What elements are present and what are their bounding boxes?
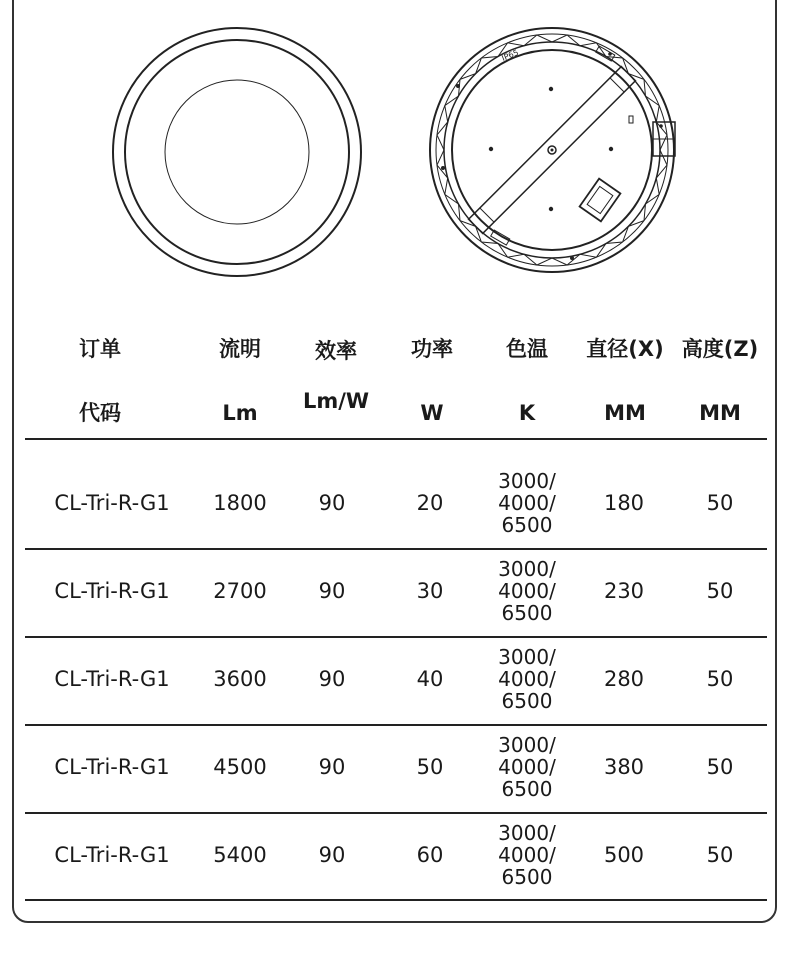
cell-lumen: 2700 <box>213 579 267 603</box>
cell-code: CL-Tri-R-G1 <box>54 579 170 603</box>
cell-efficacy: 90 <box>318 755 346 779</box>
table-row <box>25 812 767 898</box>
cell-cct: 3000/ 4000/ 6500 <box>498 557 556 625</box>
table-row <box>25 548 767 634</box>
table-row <box>25 460 767 546</box>
cell-power: 40 <box>416 667 444 691</box>
col-header-efficacy: 效率 Lm/W <box>302 339 370 413</box>
col-header-code: 订单 代码 <box>79 337 121 425</box>
cell-cct: 3000/ 4000/ 6500 <box>498 645 556 713</box>
cell-efficacy: 90 <box>318 843 346 867</box>
cell-height: 50 <box>706 579 734 603</box>
table-bottom-border <box>25 899 767 901</box>
col-header-cct: 色温 K <box>506 337 548 425</box>
front-view-drawing <box>113 28 361 276</box>
table-row <box>25 724 767 810</box>
ip-rating-label: IP65 <box>500 48 520 63</box>
cell-power: 20 <box>416 491 444 515</box>
cell-height: 50 <box>706 667 734 691</box>
cell-diameter: 180 <box>603 491 645 515</box>
cell-code: CL-Tri-R-G1 <box>54 667 170 691</box>
product-drawings <box>0 0 790 300</box>
cell-height: 50 <box>706 755 734 779</box>
cell-lumen: 1800 <box>213 491 267 515</box>
cell-efficacy: 90 <box>318 579 346 603</box>
cell-power: 60 <box>416 843 444 867</box>
cell-efficacy: 90 <box>318 667 346 691</box>
cell-lumen: 4500 <box>213 755 267 779</box>
col-header-power: 功率 W <box>411 337 453 425</box>
col-header-lumen: 流明 Lm <box>219 337 261 425</box>
cell-diameter: 280 <box>603 667 645 691</box>
cell-power: 50 <box>416 755 444 779</box>
col-header-height: 高度(Z) MM <box>681 337 759 425</box>
cell-code: CL-Tri-R-G1 <box>54 843 170 867</box>
cell-diameter: 230 <box>603 579 645 603</box>
cell-lumen: 3600 <box>213 667 267 691</box>
cell-efficacy: 90 <box>318 491 346 515</box>
header-divider <box>25 438 767 440</box>
cell-power: 30 <box>416 579 444 603</box>
cell-cct: 3000/ 4000/ 6500 <box>498 821 556 889</box>
cell-diameter: 380 <box>603 755 645 779</box>
col-header-diameter: 直径(X) MM <box>586 337 664 425</box>
cell-code: CL-Tri-R-G1 <box>54 755 170 779</box>
cell-cct: 3000/ 4000/ 6500 <box>498 733 556 801</box>
cell-code: CL-Tri-R-G1 <box>54 491 170 515</box>
cell-height: 50 <box>706 843 734 867</box>
table-row <box>25 636 767 722</box>
screw-holes <box>441 52 663 260</box>
cell-height: 50 <box>706 491 734 515</box>
cell-lumen: 5400 <box>213 843 267 867</box>
cell-cct: 3000/ 4000/ 6500 <box>498 469 556 537</box>
cell-diameter: 500 <box>603 843 645 867</box>
